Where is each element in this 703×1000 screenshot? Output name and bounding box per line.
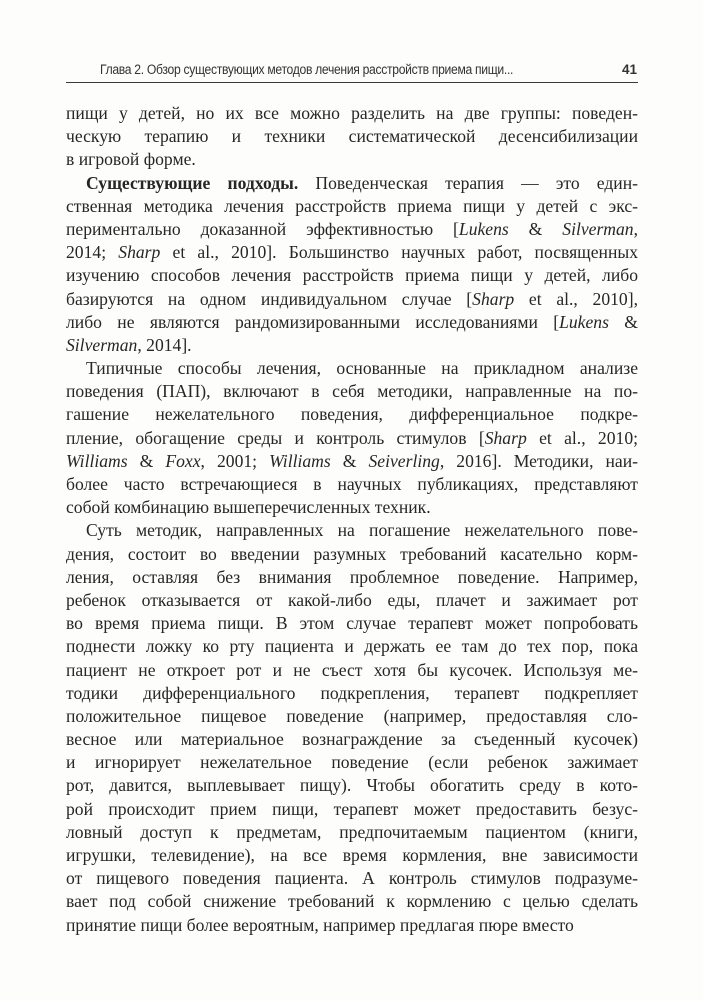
text-line [66, 334, 638, 357]
text-run: ления, оставляя без внимания проблемное поведение. Например, [66, 566, 638, 587]
text-line [66, 821, 638, 844]
text-run: более часто встречающиеся в научных публикациях, представляют [66, 474, 638, 494]
text-run: пищи у детей, но их все можно разделить на две группы: поведен- [66, 103, 638, 123]
text-run: , 2016]. Методики, наи- [439, 450, 638, 471]
text-line [66, 519, 638, 542]
citation-author: Lukens [458, 218, 509, 239]
text-run: базируются на одном индивидуальном случае [ [66, 288, 473, 309]
text-run: собой комбинацию вышеперечисленных техник. [66, 497, 431, 518]
text-run: и игнорирует нежелательное поведение (если ребенок зажимает [66, 752, 638, 773]
chapter-title: Глава 2. Обзор существующих методов лечения расстройств приема пищи... [100, 62, 514, 77]
citation-author: Sharp [472, 288, 515, 309]
text-line [66, 473, 638, 496]
page-number: 41 [621, 62, 637, 77]
text-run: 2014; [66, 242, 119, 263]
text-run: ственная методика лечения расстройств приема пищи у детей с экс- [66, 195, 638, 216]
text-line [66, 728, 638, 751]
paragraph [66, 357, 638, 519]
text-run: либо не являются рандомизированными исследованиями [ [66, 311, 560, 332]
text-run: , 2001; [200, 450, 270, 471]
text-run: Типичные способы лечения, основанные на прикладном анализе [86, 358, 638, 379]
text-run: & [508, 218, 563, 239]
text-run: et al., 2010; [526, 427, 638, 448]
text-line [66, 311, 638, 334]
text-line [66, 543, 638, 566]
text-run: во время приема пищи. В этом случае терапевт может попробовать [66, 613, 638, 634]
citation-author: Silverman [562, 218, 634, 239]
running-header [66, 58, 638, 83]
text-run: поднести ложку ко рту пациента и держать ее там до тех пор, пока [66, 636, 638, 657]
text-line [66, 612, 638, 635]
text-run: дения, состоит во введении разумных требований касательно корм- [66, 543, 638, 564]
text-line [66, 195, 638, 218]
text-line [66, 659, 638, 682]
text-run: гашение нежелательного поведения, дифференциальное подкре- [66, 404, 638, 425]
text-run: положительное пищевое поведение (например, предоставляя сло- [66, 705, 638, 726]
text-run: ребенок отказывается от какой-либо еды, плачет и зажимает рот [66, 589, 638, 610]
text-run: рой происходит прием пищи, терапевт может предоставить безус- [66, 798, 638, 819]
text-line [66, 890, 638, 913]
text-run: вает под собой снижение требований к кормлению с целью сделать [66, 891, 638, 912]
text-run: поведения (ПАП), включают в себя методики, направленные на по- [66, 381, 638, 402]
text-line [66, 218, 638, 241]
text-run: et al., 2010], [514, 288, 638, 309]
citation-author: Williams [66, 450, 128, 471]
text-run: в игровой форме. [66, 149, 196, 170]
citation-author: Lukens [559, 311, 609, 332]
text-line [66, 450, 638, 473]
text-line [66, 705, 638, 728]
text-line [66, 496, 638, 519]
text-run: , [633, 218, 638, 239]
citation-author: Silverman [66, 334, 138, 355]
text-line [66, 682, 638, 705]
text-line [66, 774, 638, 797]
text-line [66, 914, 638, 937]
text-run: ловный доступ к предметам, предпочитаемым пациентом (книги, [66, 821, 638, 842]
text-run: Суть методик, направленных на погашение нежелательного пове- [86, 520, 638, 541]
text-line [66, 288, 638, 311]
text-run: весное или материальное вознаграждение за съеденный кусочек) [66, 729, 638, 750]
text-run: пациент не откроет рот и не съест хотя бы кусочек. Используя ме- [66, 659, 638, 680]
text-line [66, 867, 638, 890]
citation-author: Williams [269, 450, 331, 471]
paragraph [66, 102, 638, 172]
text-run: от пищевого поведения пациента. А контроль стимулов подразуме- [66, 868, 638, 889]
citation-author: Sharp [484, 427, 527, 448]
text-run: игрушки, телевидение), на все время кормления, вне зависимости [66, 845, 638, 865]
text-line [66, 241, 638, 264]
citation-author: Sharp [118, 242, 161, 263]
text-line [66, 148, 638, 171]
text-line [66, 589, 638, 612]
text-run: & [608, 311, 638, 332]
paragraph [66, 519, 638, 936]
text-line [66, 751, 638, 774]
text-line [66, 102, 638, 125]
text-line [66, 427, 638, 450]
text-line [66, 403, 638, 426]
text-line [66, 380, 638, 403]
text-run: Поведенческая терапия — это един- [298, 172, 638, 193]
text-run: принятие пищи более вероятным, например предлагая пюре вместо [66, 914, 574, 935]
text-line [66, 635, 638, 658]
text-run: пление, обогащение среды и контроль стимулов [ [66, 427, 485, 448]
text-line [66, 264, 638, 287]
text-line [66, 798, 638, 821]
text-run: периментально доказанной эффективностью [ [66, 218, 459, 239]
text-run: тодики дифференциального подкрепления, терапевт подкрепляет [66, 682, 638, 703]
run-in-heading: Существующие подходы. [86, 172, 299, 193]
text-run: изучению способов лечения расстройств приема пищи у детей, либо [66, 265, 638, 286]
text-run: , 2014]. [137, 334, 192, 355]
citation-author: Seiverling [368, 450, 440, 471]
text-run: рот, давится, выплевывает пищу). Чтобы обогатить среду в кото- [66, 775, 638, 796]
text-line [66, 357, 638, 380]
body-text [66, 102, 638, 937]
text-run: & [330, 450, 369, 471]
text-line [66, 844, 638, 867]
text-line [66, 125, 638, 148]
text-line [66, 566, 638, 589]
text-run: ческую терапию и техники систематической десенсибилизации [66, 126, 638, 147]
citation-author: Foxx [165, 450, 201, 471]
text-run: & [127, 450, 166, 471]
text-run: et al., 2010]. Большинство научных работ, посвященных [160, 242, 638, 263]
text-line [66, 172, 638, 195]
paragraph [66, 172, 638, 358]
